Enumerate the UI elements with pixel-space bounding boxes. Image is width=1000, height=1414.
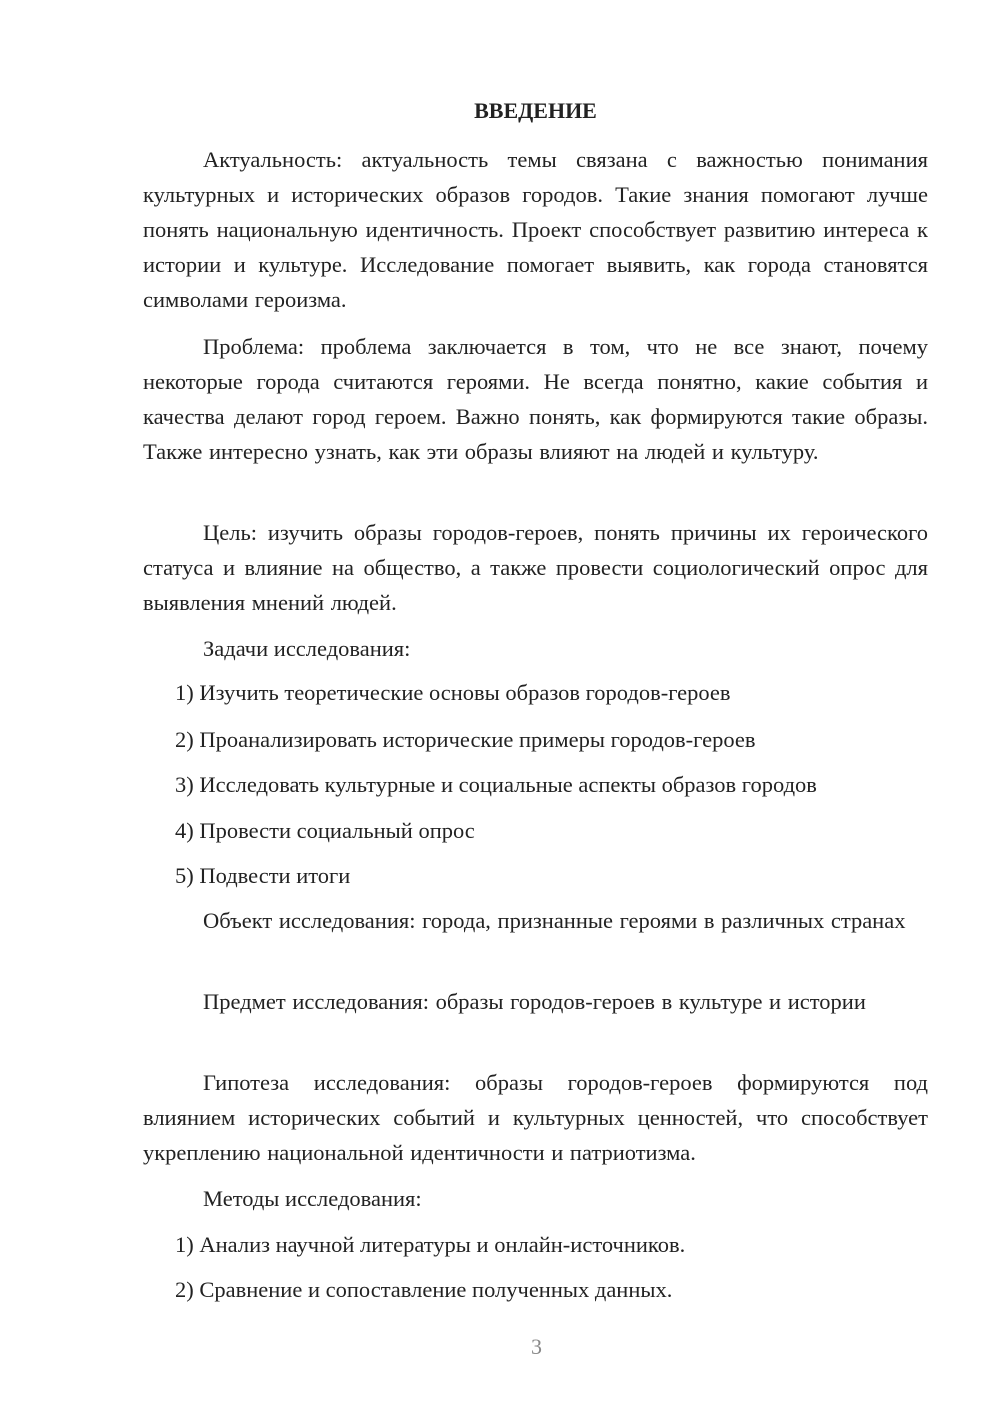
task-item: 4) Провести социальный опрос xyxy=(175,818,475,843)
task-item: 2) Проанализировать исторические примеры городов-героев xyxy=(175,727,756,752)
methods-label: Методы исследования: xyxy=(203,1186,422,1211)
task-item: 3) Исследовать культурные и социальные аспекты образов городов xyxy=(175,772,817,797)
goal-paragraph: Цель: изучить образы городов-героев, понять причины их героического статуса и влияние на общество, а также провести социологический опрос для выявления мнений людей. xyxy=(143,520,928,615)
method-item: 2) Сравнение и сопоставление полученных данных. xyxy=(175,1277,673,1302)
page-title: ВВЕДЕНИЕ xyxy=(474,98,597,123)
object-paragraph: Объект исследования: города, признанные героями в различных странах xyxy=(203,908,906,933)
tasks-label: Задачи исследования: xyxy=(203,636,411,661)
task-item: 1) Изучить теоретические основы образов городов-героев xyxy=(175,680,731,705)
subject-paragraph: Предмет исследования: образы городов-героев в культуре и истории xyxy=(203,989,866,1014)
task-item: 5) Подвести итоги xyxy=(175,863,351,888)
method-item: 1) Анализ научной литературы и онлайн-источников. xyxy=(175,1232,686,1257)
hypothesis-paragraph: Гипотеза исследования: образы городов-героев формируются под влиянием исторических событий и культурных ценностей, что способствует укреплению национальной идентичности и патриотизма. xyxy=(143,1070,928,1165)
page-number: 3 xyxy=(531,1334,542,1359)
relevance-paragraph: Актуальность: актуальность темы связана с важностью понимания культурных и исторических образов городов. Такие знания помогают лучше понять национальную идентичность. Проект способствует развитию интереса к истории и культуре. Исследование помогает выявить, как города становятся символами героизма. xyxy=(143,147,928,312)
problem-paragraph: Проблема: проблема заключается в том, что не все знают, почему некоторые города считаются героями. Не всегда понятно, какие события и качества делают город героем. Важно понять, как формируются такие образы. Также интересно узнать, как эти образы влияют на людей и культуру. xyxy=(143,334,928,464)
